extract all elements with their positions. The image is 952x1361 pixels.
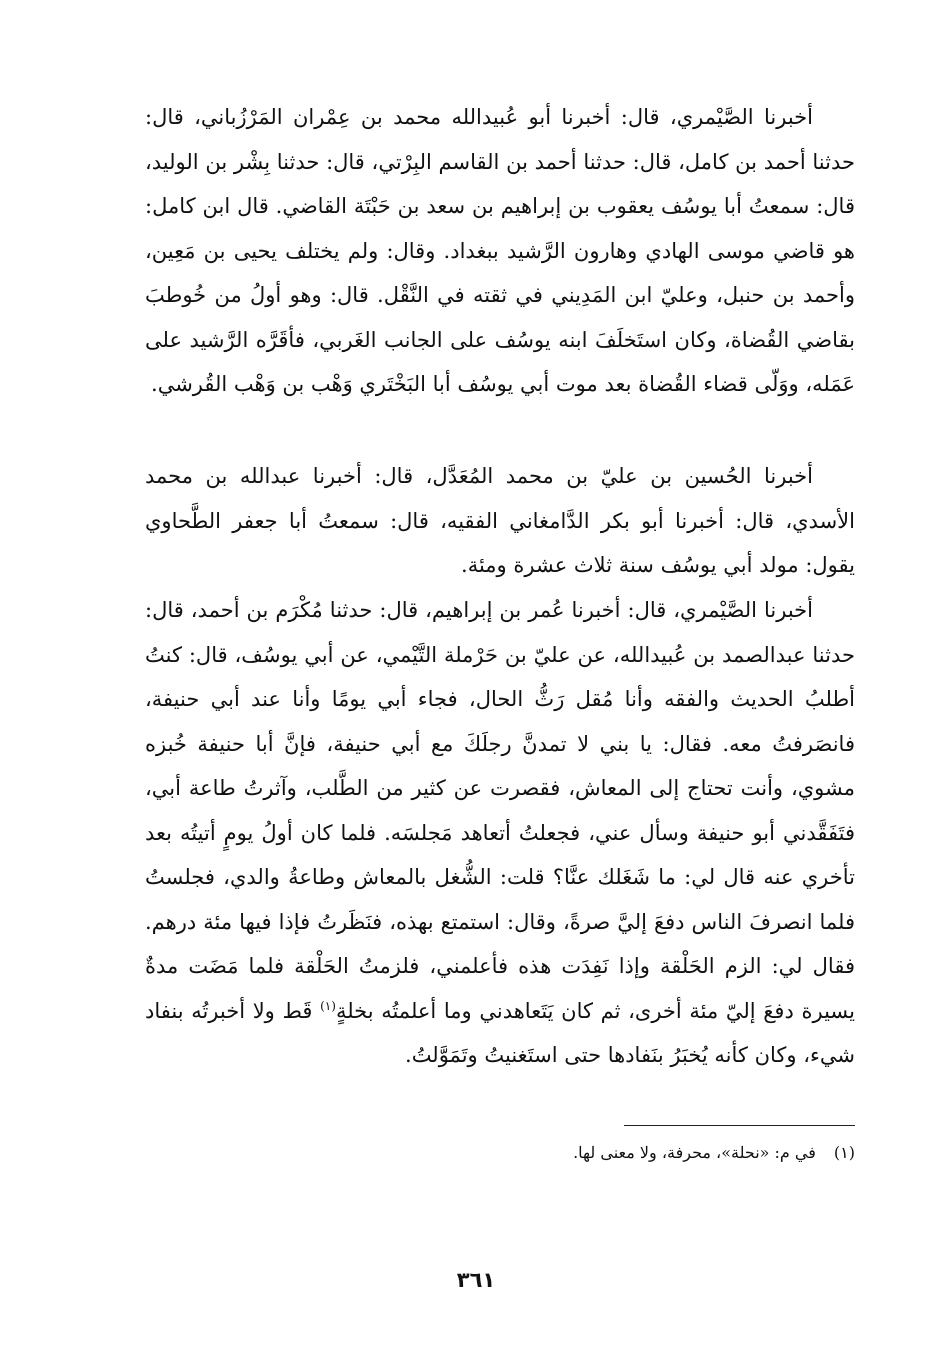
footnote-separator — [624, 1125, 855, 1126]
paragraph-2 — [145, 454, 855, 588]
footnote — [145, 1138, 855, 1168]
paragraph-3 — [145, 588, 855, 1078]
paragraph-3-text-before-note: أخبرنا الصَّيْمري، قال: أخبرنا عُمر بن إبراهيم، قال: حدثنا مُكْرَم بن أحمد، قال: حدثنا عبدالصمد بن عُبيدالله، عن عليّ بن حَرْملة التَّيْمي، عن أبي يوسُف، قال: كنتُ أطلبُ الحديث والفقه وأنا مُقل رَثُّ الحال، فجاء أبي يومًا وأنا عند أبي حنيفة، فانصَرفتُ معه. فقال: يا بني لا تمدنَّ رجلَكَ مع أبي حنيفة، فإنَّ أبا حنيفة خُبزه مشوي، وأنت تحتاج إلى المعاش، فقصرت عن كثير من الطَّلب، وآثرتُ طاعة أبي، فتَفَقَّدني أبو حنيفة وسأل عني، فجعلتُ أتعاهد مَجلسَه. فلما كان أولُ يومٍ أتيتُه بعد تأخري عنه قال لي: ما شَغَلك عنَّا؟ قلت: الشُّغل بالمعاش وطاعةُ والدي، فجلستُ فلما انصرفَ الناس دفعَ إليَّ صرةً، وقال: استمتع بهذه، فنَظَرتُ فإذا فيها مئة درهم. فقال لي: الزم الحَلْقة وإذا نَفِدَت هذه فأعلمني، فلزمتُ الحَلْقة فلما مَضَت مدةٌ يسيرة دفعَ إليّ مئة أخرى، ثم كان يَتَعاهدني وما أعلمتُه بخلةٍ — [145, 598, 855, 1023]
paragraph-1-text: أخبرنا الصَّيْمري، قال: أخبرنا أبو عُبيدالله محمد بن عِمْران المَرْزُباني، قال: حدثنا أحمد بن كامل، قال: حدثنا أحمد بن القاسم البِرْتي، قال: حدثنا بِشْر بن الوليد، قال: سمعتُ أبا يوسُف يعقوب بن إبراهيم بن سعد بن حَبْتَة القاضي. قال ابن كامل: هو قاضي موسى الهادي وهارون الرَّشيد ببغداد. وقال: ولم يختلف يحيى بن مَعِين، وأحمد بن حنبل، وعليّ ابن المَدِيني في ثقته في النَّقْل. قال: وهو أولُ من خُوطبَ بقاضي القُضاة، وكان استَخلَفَ ابنه يوسُف على الجانب الغَربي، فأقَرَّه الرَّشيد على عَمَله، ووَلّى قضاء القُضاة بعد موت أبي يوسُف أبا البَخْتَري وَهْب بن وَهْب القُرشي. — [145, 105, 855, 396]
footnote-text: في م: «نحلة»، محرفة، ولا معنى لها. — [573, 1143, 816, 1162]
footnote-reference[interactable]: (١) — [320, 998, 336, 1013]
paragraph-1 — [145, 95, 855, 407]
footnote-marker: (١) — [833, 1143, 855, 1162]
paragraph-2-text: أخبرنا الحُسين بن عليّ بن محمد المُعَدَّل، قال: أخبرنا عبدالله بن محمد الأسدي، قال: أخبرنا أبو بكر الدَّامغاني الفقيه، قال: سمعتُ أبا جعفر الطَّحاوي يقول: مولد أبي يوسُف سنة ثلاث عشرة ومئة. — [145, 464, 855, 577]
page-number: ٣٦١ — [456, 1268, 496, 1292]
paragraph-3-text — [145, 588, 855, 1078]
paragraph-3-text-after-note: قَط ولا أخبرتُه بنفاد شيء، وكان كأنه يُخبَرُ بنَفادها حتى استَغنيتُ وتَمَوَّلتُ. — [145, 998, 855, 1067]
